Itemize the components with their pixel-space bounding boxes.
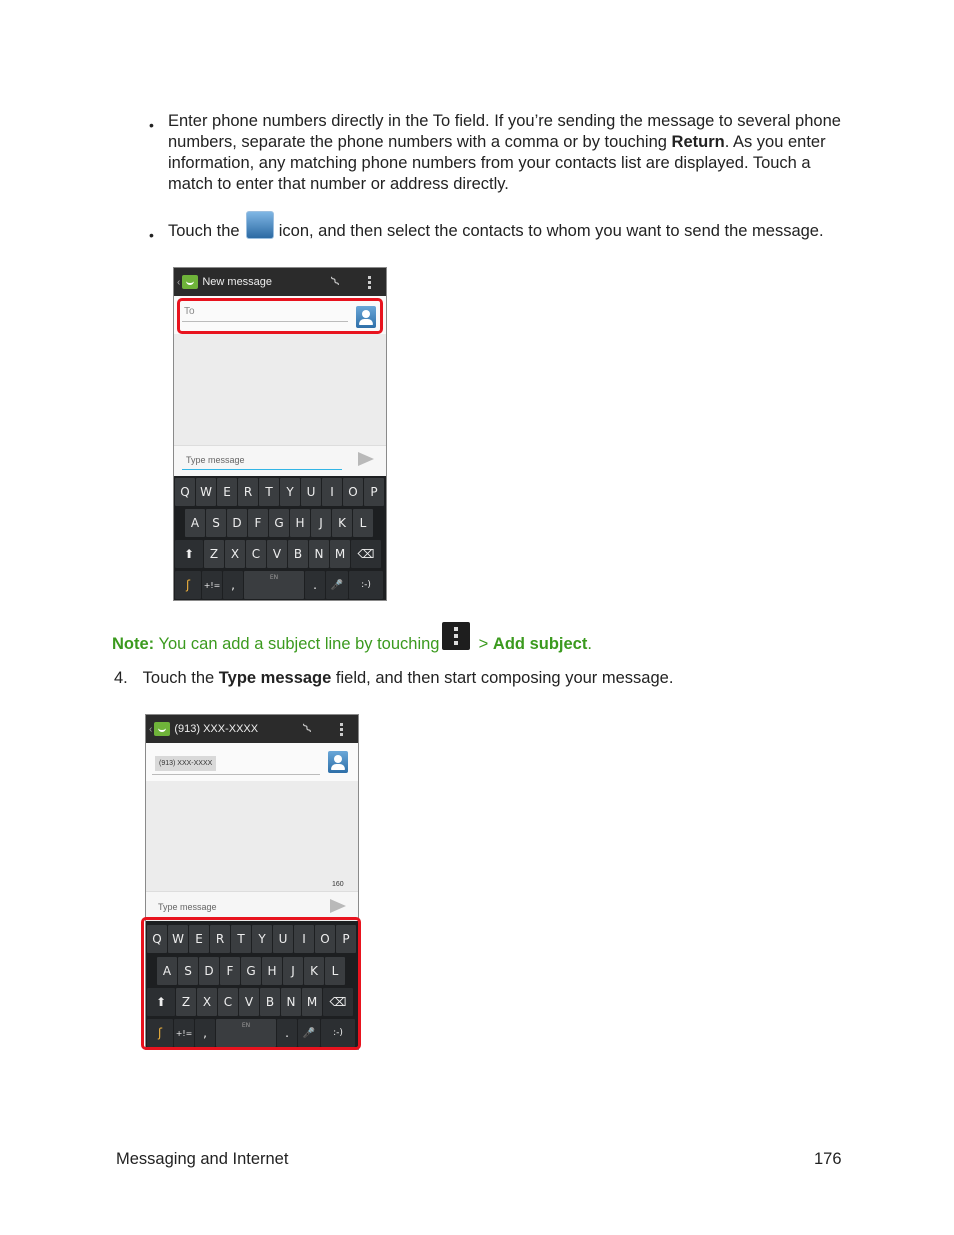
symbols-key[interactable]: +!= bbox=[174, 1019, 194, 1047]
key-k[interactable]: K bbox=[332, 509, 352, 537]
footer-section-title: Messaging and Internet bbox=[116, 1150, 289, 1168]
back-chevron-icon[interactable]: ‹ bbox=[177, 276, 181, 288]
key-g[interactable]: G bbox=[241, 957, 261, 985]
keyboard-row-1 bbox=[175, 478, 385, 506]
messaging-app-icon bbox=[182, 275, 198, 289]
key-l[interactable]: L bbox=[325, 957, 345, 985]
key-f[interactable]: F bbox=[248, 509, 268, 537]
bullet-paragraph-1 bbox=[168, 111, 858, 195]
key-i[interactable]: I bbox=[322, 478, 342, 506]
contacts-icon bbox=[246, 211, 274, 239]
key-l[interactable]: L bbox=[353, 509, 373, 537]
type-message-bar bbox=[146, 891, 358, 920]
period-key[interactable]: . bbox=[305, 571, 325, 599]
key-q[interactable]: Q bbox=[147, 925, 167, 953]
shift-key-icon[interactable]: ⬆ bbox=[147, 988, 175, 1016]
backspace-key-icon[interactable]: ⌫ bbox=[323, 988, 353, 1016]
key-z[interactable]: Z bbox=[204, 540, 224, 568]
text-line: numbers, separate the phone numbers with a comma or by touching Return. As you enter bbox=[168, 133, 826, 151]
microphone-key-icon[interactable]: 🎤 bbox=[326, 571, 348, 599]
space-key[interactable]: EN bbox=[216, 1019, 276, 1047]
comma-key[interactable]: , bbox=[223, 571, 243, 599]
type-message-bar bbox=[174, 445, 386, 476]
action-bar bbox=[174, 268, 386, 296]
bullet-dot: • bbox=[149, 227, 154, 243]
bullet-paragraph-2: Touch the icon, and then select the contacts to whom you want to send the message. bbox=[168, 221, 858, 242]
microphone-key-icon[interactable]: 🎤 bbox=[298, 1019, 320, 1047]
key-v[interactable]: V bbox=[267, 540, 287, 568]
menu-icon[interactable] bbox=[340, 721, 343, 738]
key-x[interactable]: X bbox=[225, 540, 245, 568]
key-t[interactable]: T bbox=[231, 925, 251, 953]
text-line: Enter phone numbers directly in the To field. If you’re sending the message to several phone bbox=[168, 112, 841, 130]
recipient-chip[interactable]: (913) XXX-XXXX bbox=[155, 756, 216, 771]
screen-title: New message bbox=[202, 276, 273, 288]
type-message-field[interactable]: Type message bbox=[158, 902, 217, 912]
key-g[interactable]: G bbox=[269, 509, 289, 537]
key-v[interactable]: V bbox=[239, 988, 259, 1016]
key-q[interactable]: Q bbox=[175, 478, 195, 506]
key-b[interactable]: B bbox=[288, 540, 308, 568]
note: Note: You can add a subject line by touching > Add subject. bbox=[112, 634, 872, 655]
attach-icon[interactable]: ⌇ bbox=[327, 272, 343, 290]
swype-key-icon[interactable]: ʃ bbox=[147, 1019, 173, 1047]
period-key[interactable]: . bbox=[277, 1019, 297, 1047]
step-number: 4. bbox=[114, 669, 128, 687]
key-z[interactable]: Z bbox=[176, 988, 196, 1016]
highlight-box bbox=[177, 298, 383, 334]
character-counter: 160 bbox=[332, 881, 344, 888]
backspace-key-icon[interactable]: ⌫ bbox=[351, 540, 381, 568]
keyboard-row-3 bbox=[175, 540, 382, 568]
symbols-key[interactable]: +!= bbox=[202, 571, 222, 599]
key-m[interactable]: M bbox=[302, 988, 322, 1016]
screen-title: (913) XXX-XXXX bbox=[174, 723, 259, 735]
key-h[interactable]: H bbox=[262, 957, 282, 985]
key-s[interactable]: S bbox=[178, 957, 198, 985]
text-line: information, any matching phone numbers from your contacts list are displayed. Touch a bbox=[168, 154, 811, 172]
key-x[interactable]: X bbox=[197, 988, 217, 1016]
key-d[interactable]: D bbox=[199, 957, 219, 985]
action-bar bbox=[146, 715, 358, 743]
smiley-key[interactable]: :-) bbox=[349, 571, 383, 599]
key-k[interactable]: K bbox=[304, 957, 324, 985]
key-t[interactable]: T bbox=[259, 478, 279, 506]
key-w[interactable]: W bbox=[196, 478, 216, 506]
key-u[interactable]: U bbox=[301, 478, 321, 506]
keyboard-row-2 bbox=[185, 509, 374, 537]
key-o[interactable]: O bbox=[315, 925, 335, 953]
space-key[interactable]: EN bbox=[244, 571, 304, 599]
menu-icon[interactable] bbox=[368, 274, 371, 291]
phone-screenshot-new-message bbox=[173, 267, 387, 601]
key-m[interactable]: M bbox=[330, 540, 350, 568]
key-h[interactable]: H bbox=[290, 509, 310, 537]
add-subject-label: Add subject bbox=[492, 635, 588, 653]
key-f[interactable]: F bbox=[220, 957, 240, 985]
key-c[interactable]: C bbox=[246, 540, 266, 568]
key-b[interactable]: B bbox=[260, 988, 280, 1016]
key-e[interactable]: E bbox=[189, 925, 209, 953]
smiley-key[interactable]: :-) bbox=[321, 1019, 355, 1047]
key-n[interactable]: N bbox=[281, 988, 301, 1016]
send-icon[interactable] bbox=[358, 452, 374, 466]
menu-icon bbox=[442, 622, 470, 650]
keyboard-highlight-box bbox=[141, 917, 361, 1050]
key-u[interactable]: U bbox=[273, 925, 293, 953]
key-j[interactable]: J bbox=[283, 957, 303, 985]
keyboard bbox=[174, 476, 386, 600]
key-e[interactable]: E bbox=[217, 478, 237, 506]
note-label: Note: bbox=[112, 635, 155, 653]
key-j[interactable]: J bbox=[311, 509, 331, 537]
key-o[interactable]: O bbox=[343, 478, 363, 506]
to-placeholder: To bbox=[184, 306, 195, 317]
step-4: 4. Touch the Type message field, and then start composing your message. bbox=[114, 669, 674, 687]
send-icon[interactable] bbox=[330, 899, 346, 913]
key-r[interactable]: R bbox=[238, 478, 258, 506]
attach-icon[interactable]: ⌇ bbox=[299, 719, 315, 737]
type-message-field[interactable]: Type message bbox=[186, 455, 245, 465]
keyboard-row-4 bbox=[175, 571, 384, 599]
key-i[interactable]: I bbox=[294, 925, 314, 953]
back-chevron-icon[interactable]: ‹ bbox=[149, 723, 153, 735]
shift-key-icon[interactable]: ⬆ bbox=[175, 540, 203, 568]
contacts-icon[interactable] bbox=[328, 751, 348, 773]
page-number: 176 bbox=[814, 1150, 842, 1168]
key-r[interactable]: R bbox=[210, 925, 230, 953]
key-c[interactable]: C bbox=[218, 988, 238, 1016]
comma-key[interactable]: , bbox=[195, 1019, 215, 1047]
key-p[interactable]: P bbox=[336, 925, 356, 953]
bullet-dot: • bbox=[149, 117, 154, 133]
key-y[interactable]: Y bbox=[280, 478, 300, 506]
to-field[interactable] bbox=[146, 743, 358, 781]
key-w[interactable]: W bbox=[168, 925, 188, 953]
key-d[interactable]: D bbox=[227, 509, 247, 537]
key-y[interactable]: Y bbox=[252, 925, 272, 953]
key-a[interactable]: A bbox=[157, 957, 177, 985]
swype-key-icon[interactable]: ʃ bbox=[175, 571, 201, 599]
text-line: match to enter that number or address directly. bbox=[168, 175, 509, 193]
key-p[interactable]: P bbox=[364, 478, 384, 506]
key-s[interactable]: S bbox=[206, 509, 226, 537]
messaging-app-icon bbox=[154, 722, 170, 736]
key-n[interactable]: N bbox=[309, 540, 329, 568]
key-a[interactable]: A bbox=[185, 509, 205, 537]
